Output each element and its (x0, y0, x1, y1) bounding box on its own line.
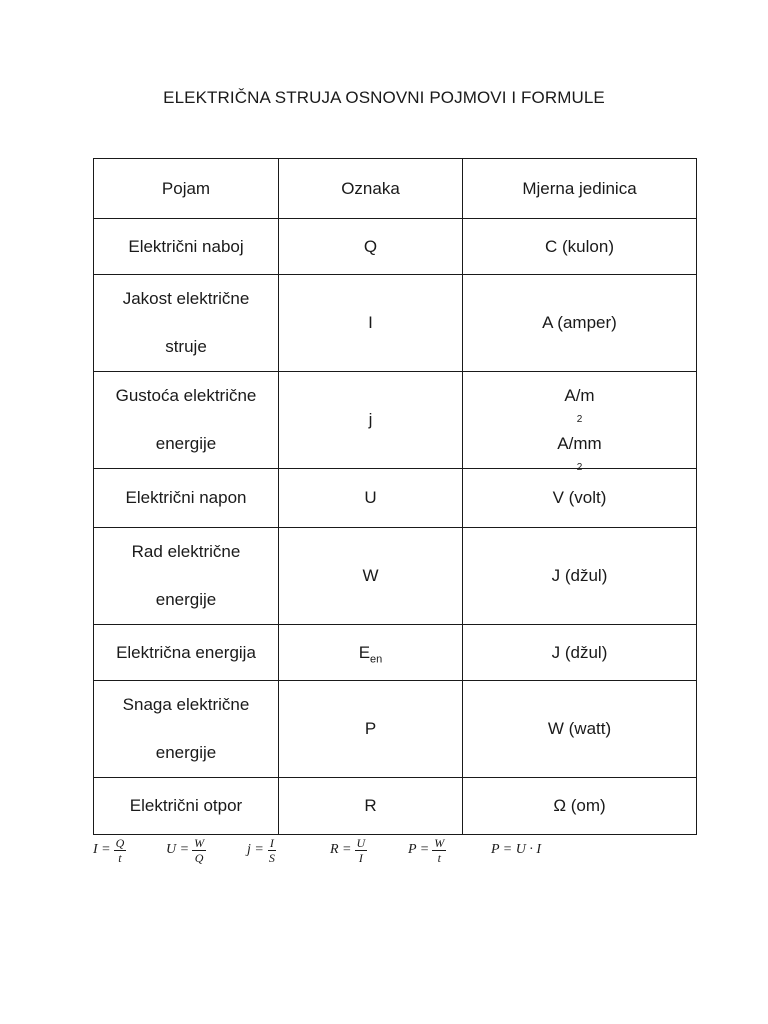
formula-current (93, 832, 126, 868)
cell-jedinica (463, 469, 697, 528)
formula-lhs: j = (247, 842, 264, 857)
formula-numerator: U (356, 835, 366, 850)
cell-pojam (94, 625, 279, 681)
formula-expression: P = U · I (491, 842, 542, 857)
formula-fraction (355, 836, 368, 865)
formula-numerator: Q (115, 835, 125, 850)
formula-resistance (330, 832, 367, 868)
oznaka-text: U (364, 488, 377, 507)
table-row (94, 219, 697, 275)
formula-denominator: Q (194, 850, 204, 865)
jedinica-text-line2: A/mm 2 (557, 434, 602, 473)
oznaka-text: I (368, 313, 373, 332)
cell-oznaka (279, 681, 463, 778)
oznaka-text: R (364, 796, 377, 815)
oznaka-text: W (362, 566, 379, 585)
cell-oznaka (279, 778, 463, 835)
jedinica-text: J (džul) (551, 566, 608, 585)
table-row (94, 625, 697, 681)
jedinica-text-line1: A/m 2 (564, 386, 595, 425)
formula-fraction (192, 836, 206, 865)
table-row (94, 528, 697, 625)
oznaka-text: j (368, 410, 373, 429)
cell-jedinica (463, 372, 697, 473)
formula-denominator: S (268, 850, 275, 865)
pojam-text-line1: Snaga električne (122, 695, 250, 714)
cell-oznaka (279, 528, 463, 625)
pojam-text: Električni napon (125, 488, 247, 507)
cell-jedinica (463, 528, 697, 625)
pojam-text-line2: energije (155, 743, 217, 762)
cell-jedinica (463, 778, 697, 835)
jedinica-text: V (volt) (552, 488, 607, 507)
pojam-text: Električni naboj (128, 236, 244, 256)
oznaka-subscript: en (370, 652, 383, 665)
cell-pojam (94, 275, 279, 372)
cell-jedinica (463, 275, 697, 372)
cell-oznaka (279, 372, 463, 469)
formula-voltage (166, 832, 206, 868)
formula-lhs: U = (166, 842, 190, 857)
pojam-text-line2: struje (165, 337, 207, 356)
formula-numerator: I (269, 835, 274, 850)
cell-jedinica (463, 681, 697, 778)
cell-jedinica (463, 219, 697, 275)
formula-lhs: R = (330, 842, 352, 857)
formula-denominator: t (118, 850, 122, 865)
cell-oznaka (279, 219, 463, 275)
table-row (94, 469, 697, 528)
cell-pojam (94, 219, 279, 275)
oznaka-text: P (364, 719, 377, 738)
table-row (94, 681, 697, 778)
formula-numerator: W (194, 835, 205, 850)
pojam-text-line1: Gustoća električne (115, 386, 257, 405)
jedinica-text: W (watt) (547, 719, 612, 738)
pojam-text-line2: energije (155, 590, 217, 609)
formula-numerator: W (434, 835, 445, 850)
formula-fraction (432, 836, 446, 865)
oznaka-text: E (358, 642, 371, 662)
terms-table (93, 158, 697, 835)
table-row (94, 372, 697, 469)
formula-power (408, 832, 446, 868)
cell-pojam (94, 681, 279, 778)
cell-oznaka (279, 625, 463, 681)
cell-jedinica (463, 625, 697, 681)
formula-denominator: I (358, 850, 363, 865)
document-title: ELEKTRIČNA STRUJA OSNOVNI POJMOVI I FORMULE (163, 88, 605, 107)
formula-current-density (247, 832, 277, 868)
cell-pojam (94, 528, 279, 625)
jedinica-text: J (džul) (551, 642, 608, 662)
header-oznaka: Oznaka (279, 159, 463, 219)
pojam-text-line1: Jakost električne (122, 289, 250, 308)
cell-pojam (94, 469, 279, 528)
jedinica-text: Ω (om) (553, 796, 606, 815)
jedinica-text: A (amper) (542, 313, 617, 332)
formula-denominator: t (437, 850, 441, 865)
oznaka-text: Q (363, 236, 378, 256)
formula-fraction (267, 836, 277, 865)
table-row (94, 275, 697, 372)
jedinica-text: C (kulon) (545, 236, 614, 256)
cell-oznaka (279, 469, 463, 528)
formulas-row (0, 832, 768, 872)
formula-lhs: I = (93, 842, 111, 857)
pojam-text-line2: energije (155, 434, 217, 453)
pojam-text: Električni otpor (129, 796, 243, 815)
cell-pojam (94, 778, 279, 835)
pojam-text-line1: Rad električne (131, 542, 241, 561)
formula-lhs: P = (408, 842, 430, 857)
cell-pojam (94, 372, 279, 469)
pojam-text: Električna energija (116, 642, 256, 662)
header-pojam: Pojam (94, 159, 279, 219)
table-row (94, 778, 697, 835)
cell-oznaka (279, 275, 463, 372)
header-mjerna-jedinica: Mjerna jedinica (463, 159, 697, 219)
formula-fraction (114, 836, 127, 865)
formula-power-product (491, 832, 541, 868)
table-header-row (94, 159, 697, 219)
